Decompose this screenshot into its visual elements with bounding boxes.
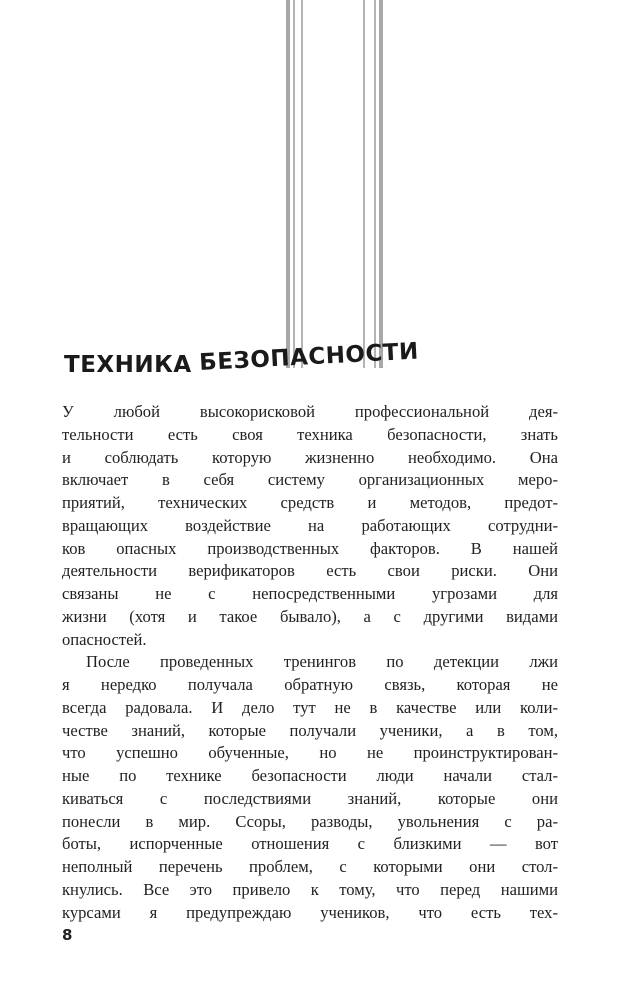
text-line: У любой высокорисковой профессиональной дея- [62, 402, 558, 421]
text-line: ков опасных производственных факторов. В нашей [62, 538, 558, 558]
decorative-line [374, 0, 376, 368]
heading-word-2: БЕЗОПАСНОСТИ [198, 338, 420, 376]
text-line: честве знаний, которые получали ученики, а в том, [62, 720, 558, 740]
text-line: курсами я предупреждаю учеников, что есть тех- [62, 902, 558, 922]
heading-word-1: ТЕХНИКА [64, 352, 192, 378]
text-line: понесли в мир. Ссоры, разводы, увольнения с ра- [62, 811, 558, 831]
text-line: жизни (хотя и такое бывало), а с другими видами [62, 606, 558, 626]
text-line: деятельности верификаторов есть свои риски. Они [62, 561, 558, 581]
text-line: киваться с последствиями знаний, которые они [62, 788, 558, 808]
text-line: включает в себя систему организационных меро- [62, 470, 558, 490]
decorative-line [286, 0, 290, 368]
text-line: приятий, технических средств и методов, предот- [62, 493, 558, 512]
text-line: ные по технике безопасности люди начали стал- [62, 766, 558, 785]
decorative-line [379, 0, 383, 368]
text-line: и соблюдать которую жизненно необходимо. Она [62, 447, 558, 467]
body-text [62, 401, 558, 924]
decorative-line [363, 0, 365, 368]
decorative-line [293, 0, 295, 368]
chapter-heading [64, 338, 420, 378]
text-line: вращающих воздействие на работающих сотрудни- [62, 515, 558, 535]
text-line: тельности есть своя техника безопасности, знать [62, 424, 558, 444]
text-line: После проведенных тренингов по детекции лжи [86, 652, 558, 672]
text-line: боты, испорченные отношения с близкими — вот [62, 834, 558, 854]
text-line: я нередко получала обратную связь, которая не [62, 675, 558, 694]
text-line: неполный перечень проблем, с которыми они стол- [62, 857, 558, 876]
text-line: связаны не с непосредственными угрозами для [62, 584, 558, 603]
text-line: всегда радовала. И дело тут не в качестве или коли- [62, 697, 558, 717]
text-line: кнулись. Все это привело к тому, что перед нашими [62, 879, 558, 899]
text-line: опасностей. [62, 629, 147, 649]
text-line: что успешно обученные, но не проинструктирован- [62, 743, 558, 763]
decorative-line [301, 0, 303, 368]
page-number: 8 [62, 926, 73, 944]
